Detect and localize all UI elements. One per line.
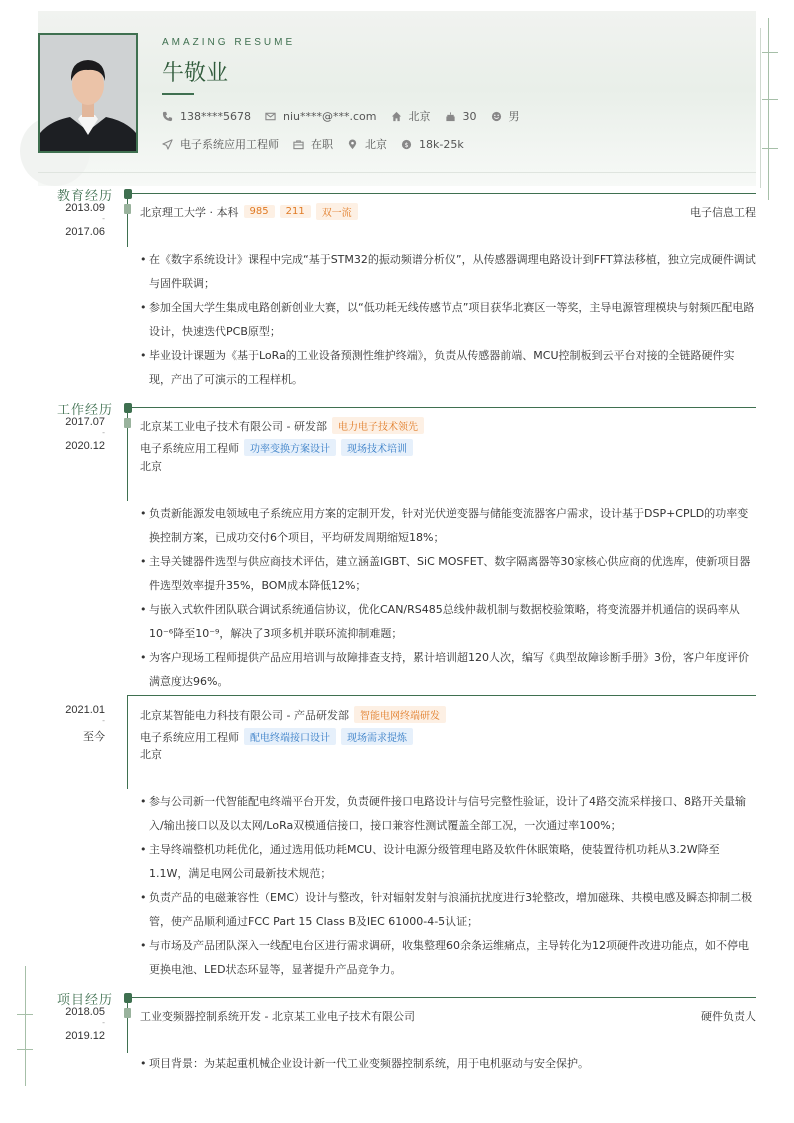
school-tag: 211 bbox=[280, 205, 311, 218]
cake-icon bbox=[445, 111, 456, 122]
list-item: • 为客户现场工程师提供产品应用培训与故障排查支持，累计培训超120人次，编写《典型故障诊断手册》3份，客户年度评价满意度达96%。 bbox=[140, 646, 756, 694]
contact-age bbox=[445, 110, 477, 123]
company-header bbox=[140, 417, 424, 434]
section-divider bbox=[132, 997, 756, 998]
skill-tag: 配电终端接口设计 bbox=[244, 728, 336, 745]
profile-photo bbox=[38, 33, 138, 153]
timeline-line bbox=[127, 695, 128, 789]
intent-position-value: 电子系统应用工程师 bbox=[180, 138, 279, 151]
smile-icon bbox=[491, 111, 502, 122]
position-line bbox=[140, 439, 413, 456]
education-section-title: 教育经历 bbox=[57, 189, 114, 204]
skill-tag: 功率变换方案设计 bbox=[244, 439, 336, 456]
work-bullets bbox=[140, 790, 756, 982]
avatar bbox=[40, 35, 136, 151]
candidate-name: 牛敬业 bbox=[162, 61, 229, 86]
project-end-date: 2019.12 bbox=[65, 1030, 105, 1042]
intent-salary bbox=[401, 138, 464, 151]
position-title: 电子系统应用工程师 bbox=[140, 441, 239, 455]
list-item: • 负责产品的电磁兼容性（EMC）设计与整改，针对辐射发射与浪涌抗扰度进行3轮整改，增加磁珠、共模电感及瞬态抑制二极管，使产品顺利通过FCC Part 15 Class B及IEC 61000-4-5认证； bbox=[140, 886, 756, 934]
right-ornament-tick bbox=[762, 99, 778, 100]
education-start-date: 2013.09 bbox=[65, 202, 105, 214]
entry-divider bbox=[127, 695, 756, 696]
intent-salary-value: 18k-25k bbox=[419, 137, 464, 151]
list-item: • 主导终端整机功耗优化，通过选用低功耗MCU、设计电源分级管理电路及软件休眠策略，使装置待机功耗从3.2W降至1.1W，满足电网公司最新技术规范； bbox=[140, 838, 756, 886]
education-header bbox=[140, 203, 358, 220]
list-item: • 与市场及产品团队深入一线配电台区进行需求调研，收集整理60余条运维痛点，主导转化为12项硬件改进功能点，如不停电更换电池、LED状态环显等，显著提升产品竞争力。 bbox=[140, 934, 756, 982]
header-divider bbox=[38, 172, 756, 173]
list-item: • 参与公司新一代智能配电终端平台开发，负责硬件接口电路设计与信号完整性验证，设计了4路交流采样接口、8路开关量输入/输出接口以及以太网/LoRa双模通信接口，接口兼容性测试覆盖全部工况，一次通过率100%； bbox=[140, 790, 756, 838]
left-ornament-line bbox=[25, 966, 26, 1086]
project-start-date: 2018.05 bbox=[65, 1006, 105, 1018]
work-start-date: 2021.01 bbox=[65, 704, 105, 716]
projects-section-title: 项目经历 bbox=[57, 993, 114, 1008]
work-location: 北京 bbox=[140, 460, 162, 473]
name-underline bbox=[162, 93, 194, 95]
date-dash: - bbox=[102, 716, 105, 725]
mail-icon bbox=[265, 111, 276, 122]
intent-city-value: 北京 bbox=[365, 138, 387, 151]
list-item: • 负责新能源发电领域电子系统应用方案的定制开发，针对光伏逆变器与储能变流器客户需求，设计基于DSP+CPLD的功率变换控制方案，已成功交付6个项目，平均研发周期缩短18%； bbox=[140, 502, 756, 550]
project-name: 工业变频器控制系统开发 - 北京某工业电子技术有限公司 bbox=[140, 1010, 415, 1023]
work-bullets bbox=[140, 502, 756, 694]
contact-phone bbox=[162, 110, 251, 123]
right-ornament-tick bbox=[762, 52, 778, 53]
brand-tag: AMAZING RESUME bbox=[162, 37, 296, 48]
company-header bbox=[140, 706, 446, 723]
email-value: niu****@***.com bbox=[283, 109, 377, 123]
list-item: • 在《数字系统设计》课程中完成“基于STM32的振动频谱分析仪”，从传感器调理电路设计到FFT算法移植，独立完成硬件调试与固件联调； bbox=[140, 248, 756, 296]
intent-position bbox=[162, 136, 279, 152]
education-bullets bbox=[140, 248, 756, 392]
work-start-date: 2017.07 bbox=[65, 416, 105, 428]
company-tag: 电力电子技术领先 bbox=[332, 417, 424, 434]
list-item: • 项目背景：为某起重机械企业设计新一代工业变频器控制系统，用于电机驱动与安全保护。 bbox=[140, 1052, 756, 1076]
work-location: 北京 bbox=[140, 748, 162, 761]
phone-value: 138****5678 bbox=[180, 109, 251, 123]
school-tag: 双一流 bbox=[316, 203, 358, 220]
list-item: • 与嵌入式软件团队联合调试系统通信协议，优化CAN/RS485总线仲裁机制与数据校验策略，将变流器并机通信的误码率从10⁻⁶降至10⁻⁹，解决了3项多机并联环流抑制难题； bbox=[140, 598, 756, 646]
location-icon bbox=[347, 139, 358, 150]
section-divider bbox=[132, 407, 756, 408]
right-ornament-line bbox=[768, 18, 769, 200]
timeline-node bbox=[124, 1008, 131, 1018]
work-end-date: 至今 bbox=[83, 731, 105, 743]
company-name: 北京某工业电子技术有限公司 - 研发部 bbox=[140, 419, 327, 433]
timeline-node bbox=[124, 204, 131, 214]
contact-email bbox=[265, 110, 377, 123]
right-ornament-tick bbox=[762, 148, 778, 149]
school-name: 北京理工大学 · 本科 bbox=[140, 205, 239, 219]
money-icon bbox=[401, 139, 412, 150]
work-end-date: 2020.12 bbox=[65, 440, 105, 452]
home-icon bbox=[391, 111, 402, 122]
gender-value: 男 bbox=[508, 110, 520, 123]
contact-gender bbox=[491, 108, 520, 124]
date-dash: - bbox=[102, 1018, 105, 1027]
intent-status bbox=[293, 136, 333, 152]
company-name: 北京某智能电力科技有限公司 - 产品研发部 bbox=[140, 708, 349, 722]
briefcase-icon bbox=[293, 139, 304, 150]
job-intent-row bbox=[162, 136, 478, 152]
left-ornament-tick bbox=[17, 1014, 33, 1015]
age-value: 30 bbox=[462, 109, 477, 123]
send-icon bbox=[162, 139, 173, 150]
left-ornament-tick bbox=[17, 1049, 33, 1050]
skill-tag: 现场需求提炼 bbox=[341, 728, 413, 745]
education-end-date: 2017.06 bbox=[65, 226, 105, 238]
section-node bbox=[124, 403, 132, 413]
major: 电子信息工程 bbox=[690, 206, 756, 219]
intent-status-value: 在职 bbox=[311, 138, 333, 151]
position-title: 电子系统应用工程师 bbox=[140, 730, 239, 744]
skill-tag: 现场技术培训 bbox=[341, 439, 413, 456]
work-section-title: 工作经历 bbox=[57, 403, 114, 418]
contact-row bbox=[162, 108, 534, 124]
section-node bbox=[124, 993, 132, 1003]
city-value: 北京 bbox=[408, 110, 431, 123]
company-tag: 智能电网终端研发 bbox=[354, 706, 446, 723]
list-item: • 参加全国大学生集成电路创新创业大赛，以“低功耗无线传感节点”项目获华北赛区一等奖，主导电源管理模块与射频匹配电路设计，快速迭代PCB原型； bbox=[140, 296, 756, 344]
timeline-node bbox=[124, 418, 131, 428]
project-bullets bbox=[140, 1052, 756, 1076]
section-divider bbox=[132, 193, 756, 194]
intent-city bbox=[347, 136, 387, 152]
phone-icon bbox=[162, 111, 173, 122]
date-dash: - bbox=[102, 214, 105, 223]
list-item: • 主导关键器件选型与供应商技术评估，建立涵盖IGBT、SiC MOSFET、数字隔离器等30家核心供应商的优选库，使新项目器件选型效率提升35%，BOM成本降低12%； bbox=[140, 550, 756, 598]
section-node bbox=[124, 189, 132, 199]
header-background bbox=[38, 11, 756, 186]
right-ornament-line bbox=[760, 28, 761, 188]
project-role: 硬件负责人 bbox=[701, 1010, 756, 1023]
contact-city bbox=[391, 108, 431, 124]
position-line bbox=[140, 728, 413, 745]
svg-text:$: $ bbox=[404, 140, 409, 149]
list-item: • 毕业设计课题为《基于LoRa的工业设备预测性维护终端》，负责从传感器前端、MCU控制板到云平台对接的全链路硬件实现，产出了可演示的工程样机。 bbox=[140, 344, 756, 392]
school-tag: 985 bbox=[244, 205, 275, 218]
date-dash: - bbox=[102, 428, 105, 437]
